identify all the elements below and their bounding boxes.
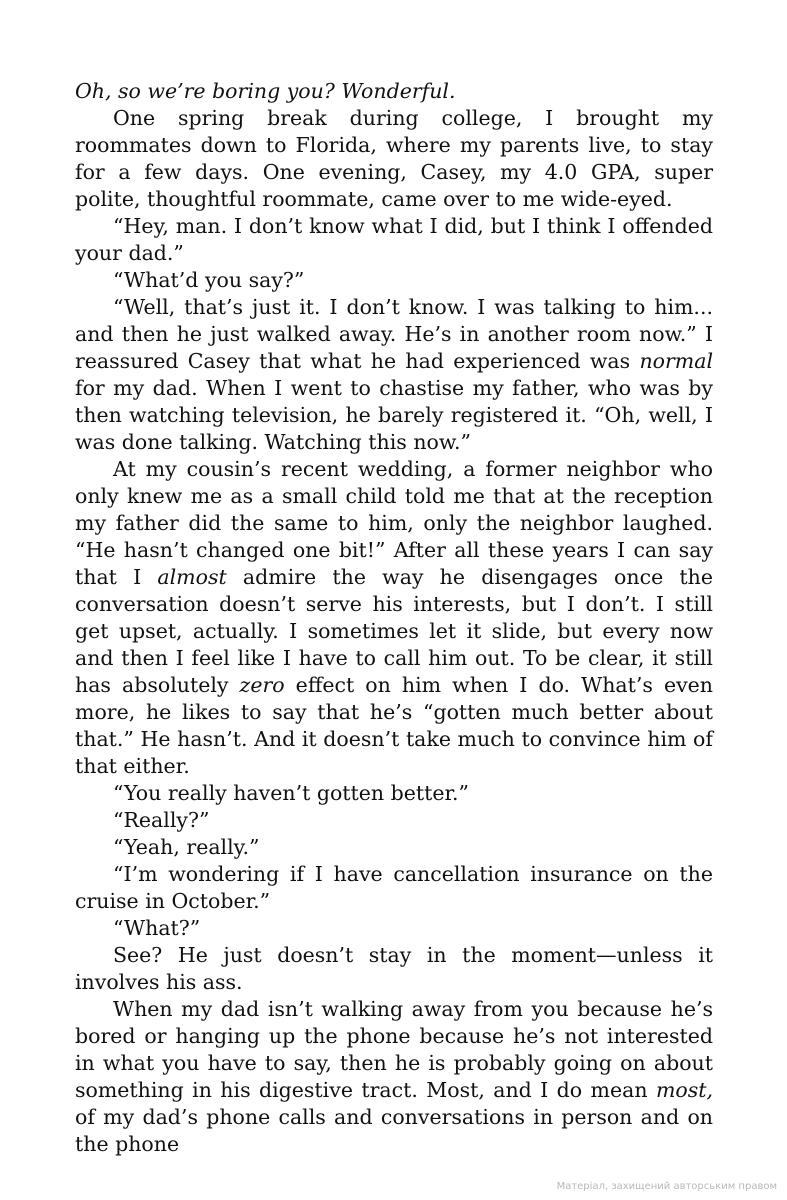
paragraph-7 <box>75 807 713 834</box>
paragraph-9 <box>75 861 713 915</box>
dialogue-text: “You really haven’t gotten better.” <box>113 781 470 805</box>
dialogue-text: “Yeah, really.” <box>113 835 260 859</box>
paragraph-8 <box>75 834 713 861</box>
paragraph-0 <box>75 78 713 105</box>
dialogue-text: “Hey, man. I don’t know what I did, but I think I offended your dad.” <box>75 214 713 265</box>
dialogue-text: “What?” <box>113 916 201 940</box>
paragraph-text: of my dad’s phone calls and conversations in person and on the phone <box>75 1105 713 1156</box>
emphasis-text: zero <box>239 673 285 697</box>
paragraph-6 <box>75 780 713 807</box>
paragraph-text: for my dad. When I went to chastise my father, who was by then watching television, he barely registered it. “Oh, well, I was done talking. Watching this now.” <box>75 376 713 454</box>
paragraph-2 <box>75 213 713 267</box>
paragraph-text: At my cousin’s recent wedding, a former neighbor who only knew me as a small child told me that at the reception my father did the same to him, only the neighbor laughed. “He hasn’t changed one bit!” After all these years I can say that I <box>75 457 713 589</box>
paragraph-text: Oh, so we’re boring you? Wonderful. <box>75 79 456 103</box>
emphasis-text: almost <box>157 565 227 589</box>
paragraph-text: effect on him when I do. What’s even more, he likes to say that he’s “gotten much better about that.” He hasn’t. And it doesn’t take much to convince him of that either. <box>75 673 714 778</box>
paragraph-3 <box>75 267 713 294</box>
dialogue-text: “I’m wondering if I have cancellation insurance on the cruise in October.” <box>75 862 713 913</box>
copyright-watermark: Матеріал, захищений авторським правом <box>556 1181 777 1192</box>
paragraph-5 <box>75 456 713 780</box>
paragraph-text: One spring break during college, I brought my roommates down to Florida, where my parents live, to stay for a few days. One evening, Casey, my 4.0 GPA, super polite, thoughtful roommate, came over to me wide-eyed. <box>75 106 713 211</box>
paragraph-10 <box>75 915 713 942</box>
paragraph-text: See? He just doesn’t stay in the moment—unless it involves his ass. <box>75 943 713 994</box>
paragraph-4 <box>75 294 713 456</box>
paragraph-11 <box>75 942 713 996</box>
paragraph-text: “Well, that’s just it. I don’t know. I was talking to him... and then he just walked away. He’s in another room now.” I reassured Casey that what he had experienced was <box>75 295 713 373</box>
dialogue-text: “Really?” <box>113 808 210 832</box>
paragraph-text: admire the way he disengages once the conversation doesn’t serve his interests, but I don’t. I still get upset, actually. I sometimes let it slide, but every now and then I feel like I have to call him out. To be clear, it still has absolutely <box>75 565 713 697</box>
paragraph-12 <box>75 996 713 1158</box>
emphasis-text: most, <box>655 1078 713 1102</box>
book-page-text <box>75 78 713 1158</box>
emphasis-text: normal <box>639 349 713 373</box>
paragraph-text: When my dad isn’t walking away from you because he’s bored or hanging up the phone because he’s not interested in what you have to say, then he is probably going on about something in his digestive tract. Most, and I do mean <box>75 997 713 1102</box>
dialogue-text: “What’d you say?” <box>113 268 305 292</box>
paragraph-1 <box>75 105 713 213</box>
